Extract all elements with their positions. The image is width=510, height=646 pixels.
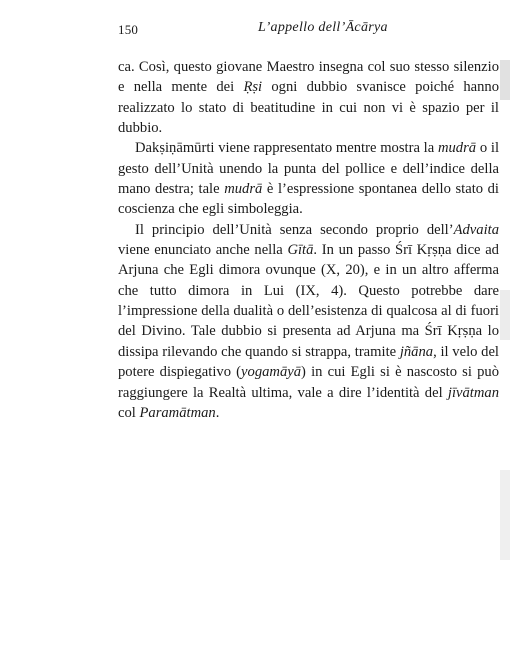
italic-term: jīvātman [447,384,499,401]
page-edge-shadow [500,470,510,560]
body-text [118,57,499,423]
italic-term: mudrā [224,181,263,198]
text-segment: viene enunciato anche nella [118,242,288,259]
text-segment: , il velo del potere dispiegativo ( [118,343,499,381]
text-segment: ca. Così, questo giovane Maestro insegna col suo stesso silenzio e nella mente dei [118,59,499,96]
text-segment: col [118,404,140,421]
text-segment: è l’espressione spontanea dello stato di coscienza che egli simboleggia. [118,181,499,218]
italic-term: Ṛṣi [243,79,263,96]
running-title: L’appello dell’Ācārya [258,20,388,35]
text-segment: ) in cui Egli si è nascosto si può raggiungere la Realtà ultima, vale a dire l’identità del [118,364,499,401]
italic-term: jñāna [399,343,434,360]
text-segment: . [215,404,220,421]
italic-term: Gītā [287,242,314,259]
text-segment: . In un passo Śrī Kṛṣṇa dice ad Arjuna che Egli dimora ovunque (X, 20), e in un altro afferma che tutto dimora in Lui (IX, 4). Questo potrebbe dare l’impressione della dualità o dell’esistenza di qualcosa al di fuori del Divino. Tale dubbio si presenta ad Arjuna ma Śrī Kṛṣṇa lo dissipa rilevando che quando si strappa, tramite [118,242,499,360]
text-segment: ogni dubbio svanisce poiché hanno realizzato lo stato di beatitudine in cui non vi è spazio per il dubbio. [118,79,499,137]
page-edge-shadow [500,60,510,100]
text-segment: o il gesto dell’Unità unendo la punta del pollice e dell’indice della mano destra; tale [118,140,499,198]
page-edge-shadow [500,290,510,340]
paragraph-1 [118,57,499,138]
text-segment: Dakṣiṇāmūrti viene rappresentato mentre mostra la [135,140,438,157]
paragraph-3 [118,220,499,423]
paragraph-2 [118,138,499,219]
italic-term: Advaita [453,221,499,238]
page-number: 150 [118,22,139,37]
text-segment: Il principio dell’Unità senza secondo proprio dell’ [135,221,454,238]
italic-term: mudrā [437,140,477,157]
italic-term: yogamāyā [241,364,302,381]
italic-term: Paramātman [139,404,216,421]
